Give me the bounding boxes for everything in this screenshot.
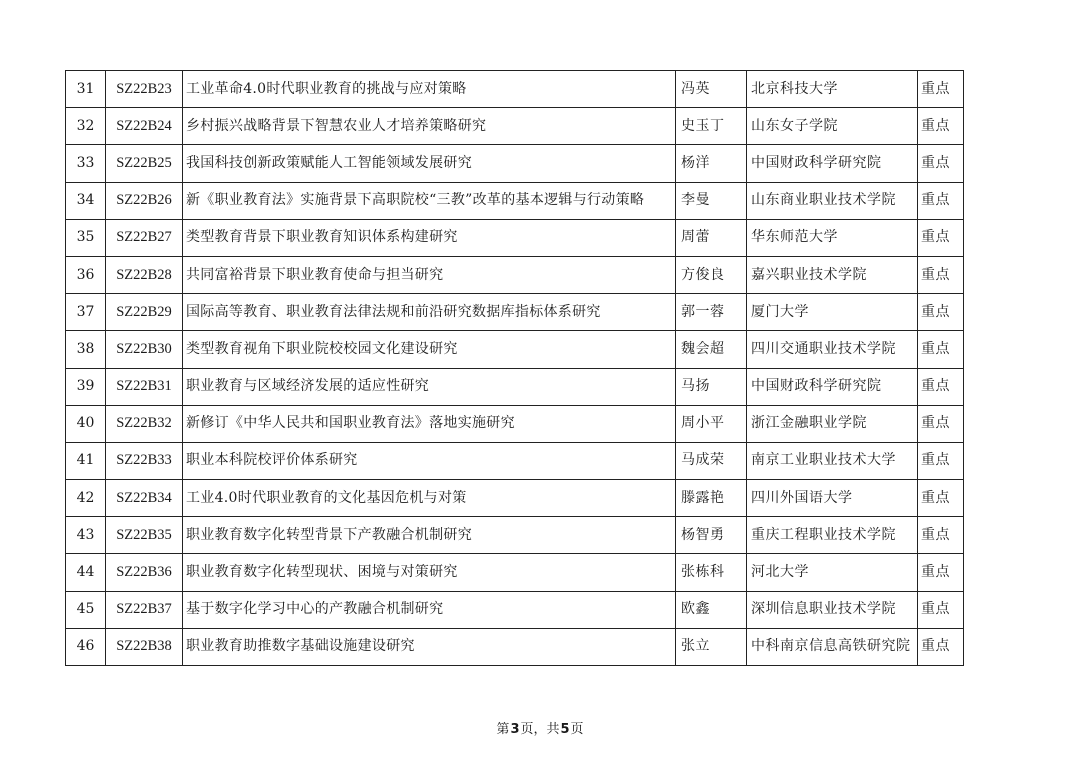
grade-cell: 重点 [918, 554, 964, 591]
project-code-cell: SZ22B35 [106, 517, 183, 554]
grade-cell: 重点 [918, 256, 964, 293]
principal-investigator-cell: 马成荣 [676, 442, 747, 479]
row-number-cell: 41 [66, 442, 106, 479]
institution-cell: 四川交通职业技术学院 [747, 331, 918, 368]
project-code-cell: SZ22B24 [106, 108, 183, 145]
grade-cell: 重点 [918, 71, 964, 108]
grade-cell: 重点 [918, 219, 964, 256]
table-row [66, 628, 964, 665]
project-title-cell: 新《职业教育法》实施背景下高职院校“三教”改革的基本逻辑与行动策略 [183, 182, 676, 219]
project-code-cell: SZ22B34 [106, 480, 183, 517]
table-row [66, 368, 964, 405]
project-code-cell: SZ22B33 [106, 442, 183, 479]
grade-cell: 重点 [918, 628, 964, 665]
project-code-cell: SZ22B37 [106, 591, 183, 628]
row-number-cell: 34 [66, 182, 106, 219]
grade-cell: 重点 [918, 294, 964, 331]
institution-cell: 中国财政科学研究院 [747, 145, 918, 182]
project-code-cell: SZ22B32 [106, 405, 183, 442]
institution-cell: 中科南京信息高铁研究院 [747, 628, 918, 665]
grade-cell: 重点 [918, 405, 964, 442]
table-row [66, 294, 964, 331]
grade-cell: 重点 [918, 517, 964, 554]
grade-cell: 重点 [918, 442, 964, 479]
row-number-cell: 42 [66, 480, 106, 517]
table-row [66, 71, 964, 108]
row-number-cell: 39 [66, 368, 106, 405]
project-title-cell: 国际高等教育、职业教育法律法规和前沿研究数据库指标体系研究 [183, 294, 676, 331]
grade-cell: 重点 [918, 480, 964, 517]
project-title-cell: 职业教育助推数字基础设施建设研究 [183, 628, 676, 665]
institution-cell: 浙江金融职业学院 [747, 405, 918, 442]
principal-investigator-cell: 杨洋 [676, 145, 747, 182]
institution-cell: 四川外国语大学 [747, 480, 918, 517]
principal-investigator-cell: 马扬 [676, 368, 747, 405]
principal-investigator-cell: 张栋科 [676, 554, 747, 591]
project-code-cell: SZ22B23 [106, 71, 183, 108]
row-number-cell: 35 [66, 219, 106, 256]
principal-investigator-cell: 周蕾 [676, 219, 747, 256]
project-code-cell: SZ22B38 [106, 628, 183, 665]
project-code-cell: SZ22B27 [106, 219, 183, 256]
project-code-cell: SZ22B26 [106, 182, 183, 219]
table-row [66, 591, 964, 628]
principal-investigator-cell: 滕露艳 [676, 480, 747, 517]
table-row [66, 331, 964, 368]
project-title-cell: 职业教育与区域经济发展的适应性研究 [183, 368, 676, 405]
project-title-cell: 类型教育视角下职业院校校园文化建设研究 [183, 331, 676, 368]
grade-cell: 重点 [918, 331, 964, 368]
table-row [66, 554, 964, 591]
row-number-cell: 32 [66, 108, 106, 145]
institution-cell: 山东女子学院 [747, 108, 918, 145]
table-row [66, 145, 964, 182]
footer-prefix: 第 [496, 722, 510, 737]
row-number-cell: 37 [66, 294, 106, 331]
project-code-cell: SZ22B25 [106, 145, 183, 182]
table-body [66, 71, 964, 666]
institution-cell: 北京科技大学 [747, 71, 918, 108]
table-row [66, 108, 964, 145]
project-code-cell: SZ22B31 [106, 368, 183, 405]
project-title-cell: 乡村振兴战略背景下智慧农业人才培养策略研究 [183, 108, 676, 145]
table-row [66, 405, 964, 442]
principal-investigator-cell: 郭一蓉 [676, 294, 747, 331]
row-number-cell: 38 [66, 331, 106, 368]
grade-cell: 重点 [918, 182, 964, 219]
grade-cell: 重点 [918, 368, 964, 405]
project-code-cell: SZ22B28 [106, 256, 183, 293]
grade-cell: 重点 [918, 108, 964, 145]
table-row [66, 219, 964, 256]
row-number-cell: 40 [66, 405, 106, 442]
institution-cell: 南京工业职业技术大学 [747, 442, 918, 479]
footer-middle: 页，共 [520, 722, 560, 737]
table-row [66, 256, 964, 293]
project-code-cell: SZ22B30 [106, 331, 183, 368]
row-number-cell: 46 [66, 628, 106, 665]
table-row [66, 480, 964, 517]
project-title-cell: 共同富裕背景下职业教育使命与担当研究 [183, 256, 676, 293]
project-title-cell: 职业教育数字化转型现状、困境与对策研究 [183, 554, 676, 591]
principal-investigator-cell: 欧鑫 [676, 591, 747, 628]
project-title-cell: 类型教育背景下职业教育知识体系构建研究 [183, 219, 676, 256]
row-number-cell: 44 [66, 554, 106, 591]
total-pages-number: 5 [560, 722, 570, 737]
project-title-cell: 基于数字化学习中心的产教融合机制研究 [183, 591, 676, 628]
row-number-cell: 31 [66, 71, 106, 108]
principal-investigator-cell: 李曼 [676, 182, 747, 219]
principal-investigator-cell: 魏会超 [676, 331, 747, 368]
principal-investigator-cell: 冯英 [676, 71, 747, 108]
project-title-cell: 工业4.0时代职业教育的文化基因危机与对策 [183, 480, 676, 517]
row-number-cell: 36 [66, 256, 106, 293]
row-number-cell: 33 [66, 145, 106, 182]
principal-investigator-cell: 张立 [676, 628, 747, 665]
principal-investigator-cell: 史玉丁 [676, 108, 747, 145]
project-title-cell: 新修订《中华人民共和国职业教育法》落地实施研究 [183, 405, 676, 442]
institution-cell: 山东商业职业技术学院 [747, 182, 918, 219]
project-table-container [65, 70, 964, 666]
institution-cell: 中国财政科学研究院 [747, 368, 918, 405]
row-number-cell: 43 [66, 517, 106, 554]
principal-investigator-cell: 方俊良 [676, 256, 747, 293]
current-page-number: 3 [510, 722, 520, 737]
project-title-cell: 我国科技创新政策赋能人工智能领域发展研究 [183, 145, 676, 182]
institution-cell: 重庆工程职业技术学院 [747, 517, 918, 554]
grade-cell: 重点 [918, 591, 964, 628]
table-row [66, 442, 964, 479]
principal-investigator-cell: 周小平 [676, 405, 747, 442]
project-table [65, 70, 964, 666]
footer-suffix: 页 [570, 722, 584, 737]
institution-cell: 河北大学 [747, 554, 918, 591]
institution-cell: 深圳信息职业技术学院 [747, 591, 918, 628]
page-footer [0, 718, 1080, 737]
project-title-cell: 职业本科院校评价体系研究 [183, 442, 676, 479]
table-row [66, 182, 964, 219]
institution-cell: 嘉兴职业技术学院 [747, 256, 918, 293]
project-code-cell: SZ22B29 [106, 294, 183, 331]
row-number-cell: 45 [66, 591, 106, 628]
principal-investigator-cell: 杨智勇 [676, 517, 747, 554]
institution-cell: 厦门大学 [747, 294, 918, 331]
table-row [66, 517, 964, 554]
project-title-cell: 职业教育数字化转型背景下产教融合机制研究 [183, 517, 676, 554]
grade-cell: 重点 [918, 145, 964, 182]
institution-cell: 华东师范大学 [747, 219, 918, 256]
project-code-cell: SZ22B36 [106, 554, 183, 591]
project-title-cell: 工业革命4.0时代职业教育的挑战与应对策略 [183, 71, 676, 108]
